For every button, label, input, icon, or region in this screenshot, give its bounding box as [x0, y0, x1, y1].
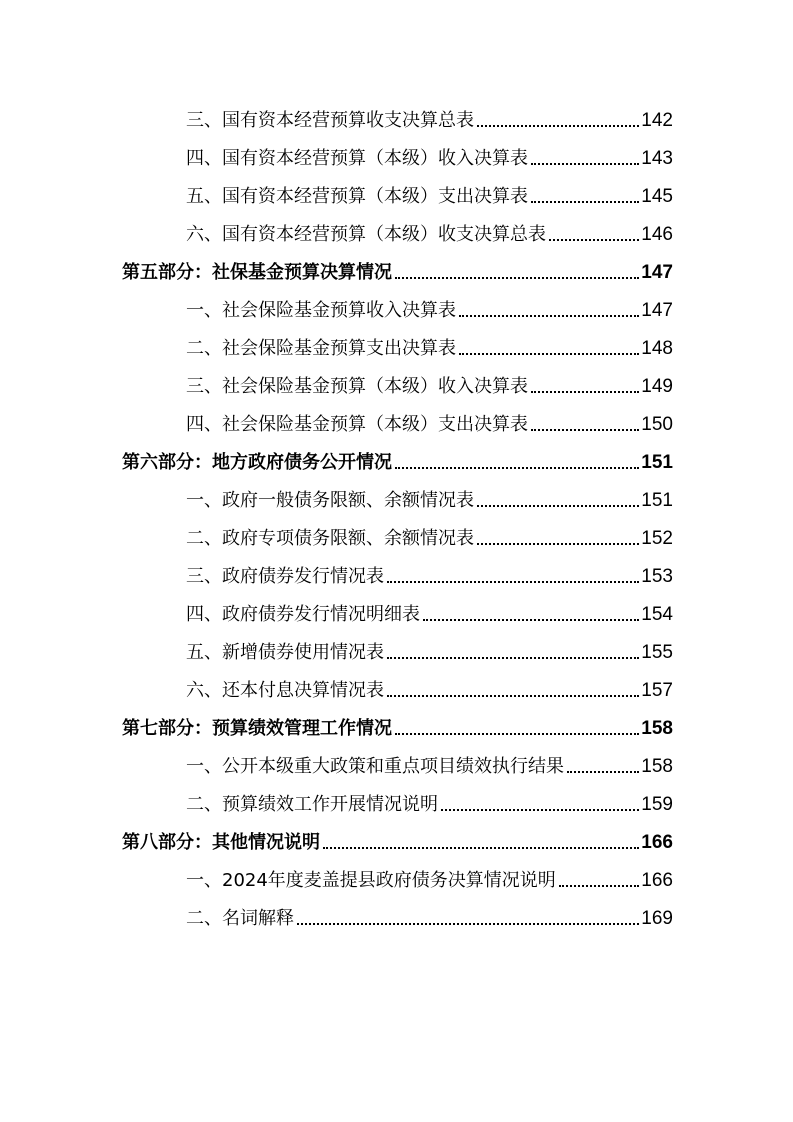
toc-entry-title: 二、预算绩效工作开展情况说明 [186, 794, 438, 815]
dot-leader [395, 467, 639, 469]
dot-leader [459, 353, 639, 355]
dot-leader [531, 391, 639, 393]
toc-entry[interactable] [0, 290, 793, 328]
dot-leader [395, 277, 639, 279]
toc-entry[interactable] [0, 632, 793, 670]
toc-entry-page: 148 [641, 338, 673, 359]
dot-leader [441, 809, 639, 811]
toc-entry[interactable] [0, 366, 793, 404]
toc-section-page: 151 [641, 452, 673, 473]
toc-entry[interactable] [0, 328, 793, 366]
toc-entry-title: 一、公开本级重大政策和重点项目绩效执行结果 [186, 756, 564, 777]
dot-leader [387, 657, 639, 659]
toc-entry-title: 二、社会保险基金预算支出决算表 [186, 338, 456, 359]
toc-entry-page: 153 [641, 566, 673, 587]
toc-entry-title: 三、社会保险基金预算（本级）收入决算表 [186, 376, 528, 397]
toc-entry-page: 155 [641, 642, 673, 663]
toc-entry[interactable] [0, 480, 793, 518]
toc-entry[interactable] [0, 518, 793, 556]
toc-entry[interactable] [0, 746, 793, 784]
dot-leader [387, 581, 639, 583]
dot-leader [531, 429, 639, 431]
dot-leader [423, 619, 639, 621]
toc-entry[interactable] [0, 898, 793, 936]
toc-entry-page: 157 [641, 680, 673, 701]
toc-entry-title: 六、还本付息决算情况表 [186, 680, 384, 701]
dot-leader [323, 847, 639, 849]
toc-section-heading[interactable] [0, 252, 793, 290]
toc-entry-page: 150 [641, 414, 673, 435]
toc-entry-title: 四、国有资本经营预算（本级）收入决算表 [186, 148, 528, 169]
dot-leader [459, 315, 639, 317]
toc-entry-title: 五、国有资本经营预算（本级）支出决算表 [186, 186, 528, 207]
toc-entry-page: 154 [641, 604, 673, 625]
dot-leader [567, 771, 639, 773]
toc-section-page: 166 [641, 832, 673, 853]
toc-entry-page: 151 [641, 490, 673, 511]
toc-entry-title: 二、政府专项债务限额、余额情况表 [186, 528, 474, 549]
toc-section-heading[interactable] [0, 708, 793, 746]
toc-entry[interactable] [0, 176, 793, 214]
dot-leader [477, 125, 639, 127]
toc-entry[interactable] [0, 214, 793, 252]
toc-entry-page: 158 [641, 756, 673, 777]
dot-leader [531, 163, 639, 165]
dot-leader [477, 505, 639, 507]
toc-entry-title: 三、政府债券发行情况表 [186, 566, 384, 587]
toc-entry-title: 五、新增债券使用情况表 [186, 642, 384, 663]
toc-entry-title: 二、名词解释 [186, 908, 294, 929]
toc-entry-page: 149 [641, 376, 673, 397]
toc-entry-title: 四、社会保险基金预算（本级）支出决算表 [186, 414, 528, 435]
toc-entry-title: 一、2024年度麦盖提县政府债务决算情况说明 [186, 870, 556, 891]
toc-section-title: 第六部分：地方政府债务公开情况 [122, 452, 392, 473]
toc-section-heading[interactable] [0, 822, 793, 860]
dot-leader [297, 923, 639, 925]
toc-entry[interactable] [0, 860, 793, 898]
toc-entry[interactable] [0, 670, 793, 708]
toc-section-page: 147 [641, 262, 673, 283]
toc-entry-page: 159 [641, 794, 673, 815]
dot-leader [531, 201, 639, 203]
toc-section-page: 158 [641, 718, 673, 739]
dot-leader [395, 733, 639, 735]
toc-entry[interactable] [0, 784, 793, 822]
toc-entry-page: 166 [641, 870, 673, 891]
toc-section-heading[interactable] [0, 442, 793, 480]
toc-entry-page: 169 [641, 908, 673, 929]
dot-leader [477, 543, 639, 545]
toc-entry[interactable] [0, 138, 793, 176]
table-of-contents [0, 100, 793, 936]
toc-entry[interactable] [0, 404, 793, 442]
toc-entry[interactable] [0, 594, 793, 632]
dot-leader [549, 239, 639, 241]
toc-entry[interactable] [0, 100, 793, 138]
toc-section-title: 第七部分：预算绩效管理工作情况 [122, 718, 392, 739]
toc-section-title: 第五部分：社保基金预算决算情况 [122, 262, 392, 283]
toc-entry-page: 152 [641, 528, 673, 549]
toc-entry-title: 六、国有资本经营预算（本级）收支决算总表 [186, 224, 546, 245]
toc-entry-title: 四、政府债券发行情况明细表 [186, 604, 420, 625]
toc-entry-title: 一、政府一般债务限额、余额情况表 [186, 490, 474, 511]
toc-section-title: 第八部分：其他情况说明 [122, 832, 320, 853]
toc-entry-page: 145 [641, 186, 673, 207]
toc-entry-page: 143 [641, 148, 673, 169]
dot-leader [559, 885, 639, 887]
toc-entry-title: 一、社会保险基金预算收入决算表 [186, 300, 456, 321]
toc-entry-page: 146 [641, 224, 673, 245]
toc-entry-page: 142 [641, 110, 673, 131]
toc-entry-title: 三、国有资本经营预算收支决算总表 [186, 110, 474, 131]
toc-entry[interactable] [0, 556, 793, 594]
toc-entry-page: 147 [641, 300, 673, 321]
dot-leader [387, 695, 639, 697]
